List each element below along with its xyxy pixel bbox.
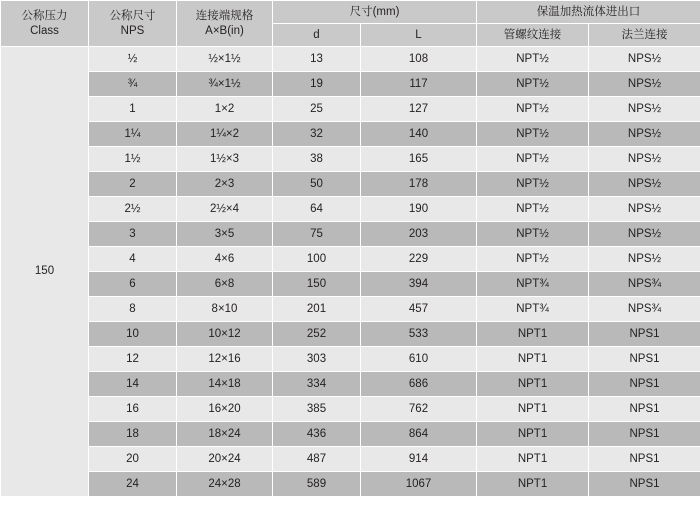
- cell-size-l: 178: [361, 172, 477, 197]
- cell-connection: 1½×3: [177, 147, 273, 172]
- cell-size-l: 610: [361, 347, 477, 372]
- header-nps-line2: NPS: [120, 24, 145, 37]
- cell-jacket-thread: NPT1: [477, 447, 589, 472]
- cell-jacket-thread: NPT½: [477, 147, 589, 172]
- cell-jacket-thread: NPT1: [477, 322, 589, 347]
- cell-size-d: 252: [273, 322, 361, 347]
- cell-jacket-thread: NPT½: [477, 197, 589, 222]
- header-class-line1: 公称压力: [21, 10, 68, 23]
- cell-nps: 2: [89, 172, 177, 197]
- cell-connection: 14×18: [177, 372, 273, 397]
- cell-size-d: 100: [273, 247, 361, 272]
- table-row: [1, 297, 700, 322]
- cell-jacket-thread: NPT1: [477, 347, 589, 372]
- cell-connection: 3×5: [177, 222, 273, 247]
- cell-size-l: 203: [361, 222, 477, 247]
- table-header-row-1: [1, 1, 700, 24]
- cell-jacket-thread: NPT½: [477, 47, 589, 72]
- table-row: [1, 247, 700, 272]
- cell-connection: 12×16: [177, 347, 273, 372]
- cell-jacket-flange: NPS1: [589, 397, 700, 422]
- table-row: [1, 422, 700, 447]
- cell-size-d: 589: [273, 472, 361, 497]
- cell-nps: 1½: [89, 147, 177, 172]
- header-connection-line1: 连接端规格: [195, 10, 254, 23]
- table-row: [1, 222, 700, 247]
- cell-jacket-flange: NPS½: [589, 47, 700, 72]
- cell-jacket-flange: NPS1: [589, 447, 700, 472]
- table-row: [1, 272, 700, 297]
- header-size-group: 尺寸(mm): [273, 1, 477, 24]
- cell-size-d: 50: [273, 172, 361, 197]
- cell-nps: 10: [89, 322, 177, 347]
- cell-jacket-thread: NPT¾: [477, 297, 589, 322]
- header-jacket-flange: 法兰连接: [589, 24, 700, 47]
- cell-nps: 6: [89, 272, 177, 297]
- cell-connection: 20×24: [177, 447, 273, 472]
- cell-nps: 24: [89, 472, 177, 497]
- cell-nps: 3: [89, 222, 177, 247]
- cell-jacket-flange: NPS½: [589, 72, 700, 97]
- cell-size-l: 140: [361, 122, 477, 147]
- table-body: [1, 47, 700, 497]
- cell-nps: 4: [89, 247, 177, 272]
- cell-connection: 2×3: [177, 172, 273, 197]
- cell-jacket-thread: NPT½: [477, 247, 589, 272]
- cell-size-l: 457: [361, 297, 477, 322]
- cell-size-d: 13: [273, 47, 361, 72]
- cell-jacket-flange: NPS½: [589, 247, 700, 272]
- cell-connection: ¾×1½: [177, 72, 273, 97]
- header-class: [1, 1, 89, 47]
- cell-connection: 6×8: [177, 272, 273, 297]
- cell-jacket-flange: NPS½: [589, 97, 700, 122]
- cell-connection: 2½×4: [177, 197, 273, 222]
- cell-connection: 10×12: [177, 322, 273, 347]
- header-class-line2: Class: [30, 24, 59, 37]
- header-nps-line1: 公称尺寸: [109, 10, 156, 23]
- cell-size-d: 38: [273, 147, 361, 172]
- cell-connection: 18×24: [177, 422, 273, 447]
- table-row: [1, 122, 700, 147]
- cell-connection: 1×2: [177, 97, 273, 122]
- cell-size-d: 487: [273, 447, 361, 472]
- table-row: [1, 322, 700, 347]
- cell-jacket-thread: NPT½: [477, 222, 589, 247]
- cell-size-d: 25: [273, 97, 361, 122]
- cell-size-d: 32: [273, 122, 361, 147]
- table-row: [1, 447, 700, 472]
- header-jacket-thread: 管螺纹连接: [477, 24, 589, 47]
- cell-connection: 4×6: [177, 247, 273, 272]
- table-row: [1, 147, 700, 172]
- cell-size-d: 75: [273, 222, 361, 247]
- cell-nps: 8: [89, 297, 177, 322]
- cell-jacket-flange: NPS1: [589, 372, 700, 397]
- cell-connection: 1¼×2: [177, 122, 273, 147]
- table-row: [1, 472, 700, 497]
- cell-size-l: 117: [361, 72, 477, 97]
- cell-size-l: 229: [361, 247, 477, 272]
- cell-connection: ½×1½: [177, 47, 273, 72]
- table-row: [1, 347, 700, 372]
- cell-jacket-flange: NPS1: [589, 347, 700, 372]
- header-connection: [177, 1, 273, 47]
- cell-size-d: 303: [273, 347, 361, 372]
- cell-size-l: 165: [361, 147, 477, 172]
- cell-nps: 18: [89, 422, 177, 447]
- cell-size-d: 385: [273, 397, 361, 422]
- cell-size-l: 1067: [361, 472, 477, 497]
- cell-jacket-flange: NPS¾: [589, 272, 700, 297]
- cell-size-l: 533: [361, 322, 477, 347]
- header-jacket-group: 保温加热流体进出口: [477, 1, 700, 24]
- table-row: [1, 197, 700, 222]
- cell-connection: 16×20: [177, 397, 273, 422]
- cell-jacket-flange: NPS1: [589, 422, 700, 447]
- table-row: [1, 47, 700, 72]
- cell-nps: 12: [89, 347, 177, 372]
- cell-jacket-thread: NPT½: [477, 97, 589, 122]
- cell-nps: 14: [89, 372, 177, 397]
- cell-jacket-thread: NPT1: [477, 372, 589, 397]
- cell-size-l: 108: [361, 47, 477, 72]
- cell-jacket-flange: NPS½: [589, 197, 700, 222]
- cell-jacket-thread: NPT1: [477, 472, 589, 497]
- cell-jacket-thread: NPT½: [477, 122, 589, 147]
- cell-size-l: 127: [361, 97, 477, 122]
- cell-size-l: 762: [361, 397, 477, 422]
- cell-size-l: 190: [361, 197, 477, 222]
- cell-jacket-thread: NPT¾: [477, 272, 589, 297]
- cell-jacket-flange: NPS1: [589, 322, 700, 347]
- cell-jacket-flange: NPS1: [589, 472, 700, 497]
- cell-size-d: 150: [273, 272, 361, 297]
- cell-size-l: 864: [361, 422, 477, 447]
- cell-jacket-flange: NPS½: [589, 172, 700, 197]
- header-size-d: d: [273, 24, 361, 47]
- table-head: [1, 1, 700, 47]
- cell-nps: ¾: [89, 72, 177, 97]
- cell-size-d: 436: [273, 422, 361, 447]
- cell-nps: 2½: [89, 197, 177, 222]
- header-size-l: L: [361, 24, 477, 47]
- cell-size-d: 334: [273, 372, 361, 397]
- cell-jacket-flange: NPS½: [589, 222, 700, 247]
- cell-connection: 24×28: [177, 472, 273, 497]
- table-row: [1, 97, 700, 122]
- cell-size-l: 394: [361, 272, 477, 297]
- cell-jacket-thread: NPT½: [477, 172, 589, 197]
- cell-nps: 20: [89, 447, 177, 472]
- cell-size-d: 64: [273, 197, 361, 222]
- cell-size-l: 686: [361, 372, 477, 397]
- cell-class-value: 150: [1, 47, 89, 497]
- cell-connection: 8×10: [177, 297, 273, 322]
- cell-jacket-flange: NPS½: [589, 122, 700, 147]
- header-nps: [89, 1, 177, 47]
- cell-size-d: 19: [273, 72, 361, 97]
- table-row: [1, 397, 700, 422]
- cell-nps: 1: [89, 97, 177, 122]
- cell-size-l: 914: [361, 447, 477, 472]
- cell-jacket-thread: NPT1: [477, 422, 589, 447]
- cell-size-d: 201: [273, 297, 361, 322]
- header-connection-line2: A×B(in): [205, 24, 244, 37]
- cell-jacket-flange: NPS½: [589, 147, 700, 172]
- cell-nps: 1¼: [89, 122, 177, 147]
- cell-nps: 16: [89, 397, 177, 422]
- table-row: [1, 72, 700, 97]
- cell-nps: ½: [89, 47, 177, 72]
- cell-jacket-thread: NPT½: [477, 72, 589, 97]
- table-row: [1, 372, 700, 397]
- cell-jacket-flange: NPS¾: [589, 297, 700, 322]
- table-row: [1, 172, 700, 197]
- cell-jacket-thread: NPT1: [477, 397, 589, 422]
